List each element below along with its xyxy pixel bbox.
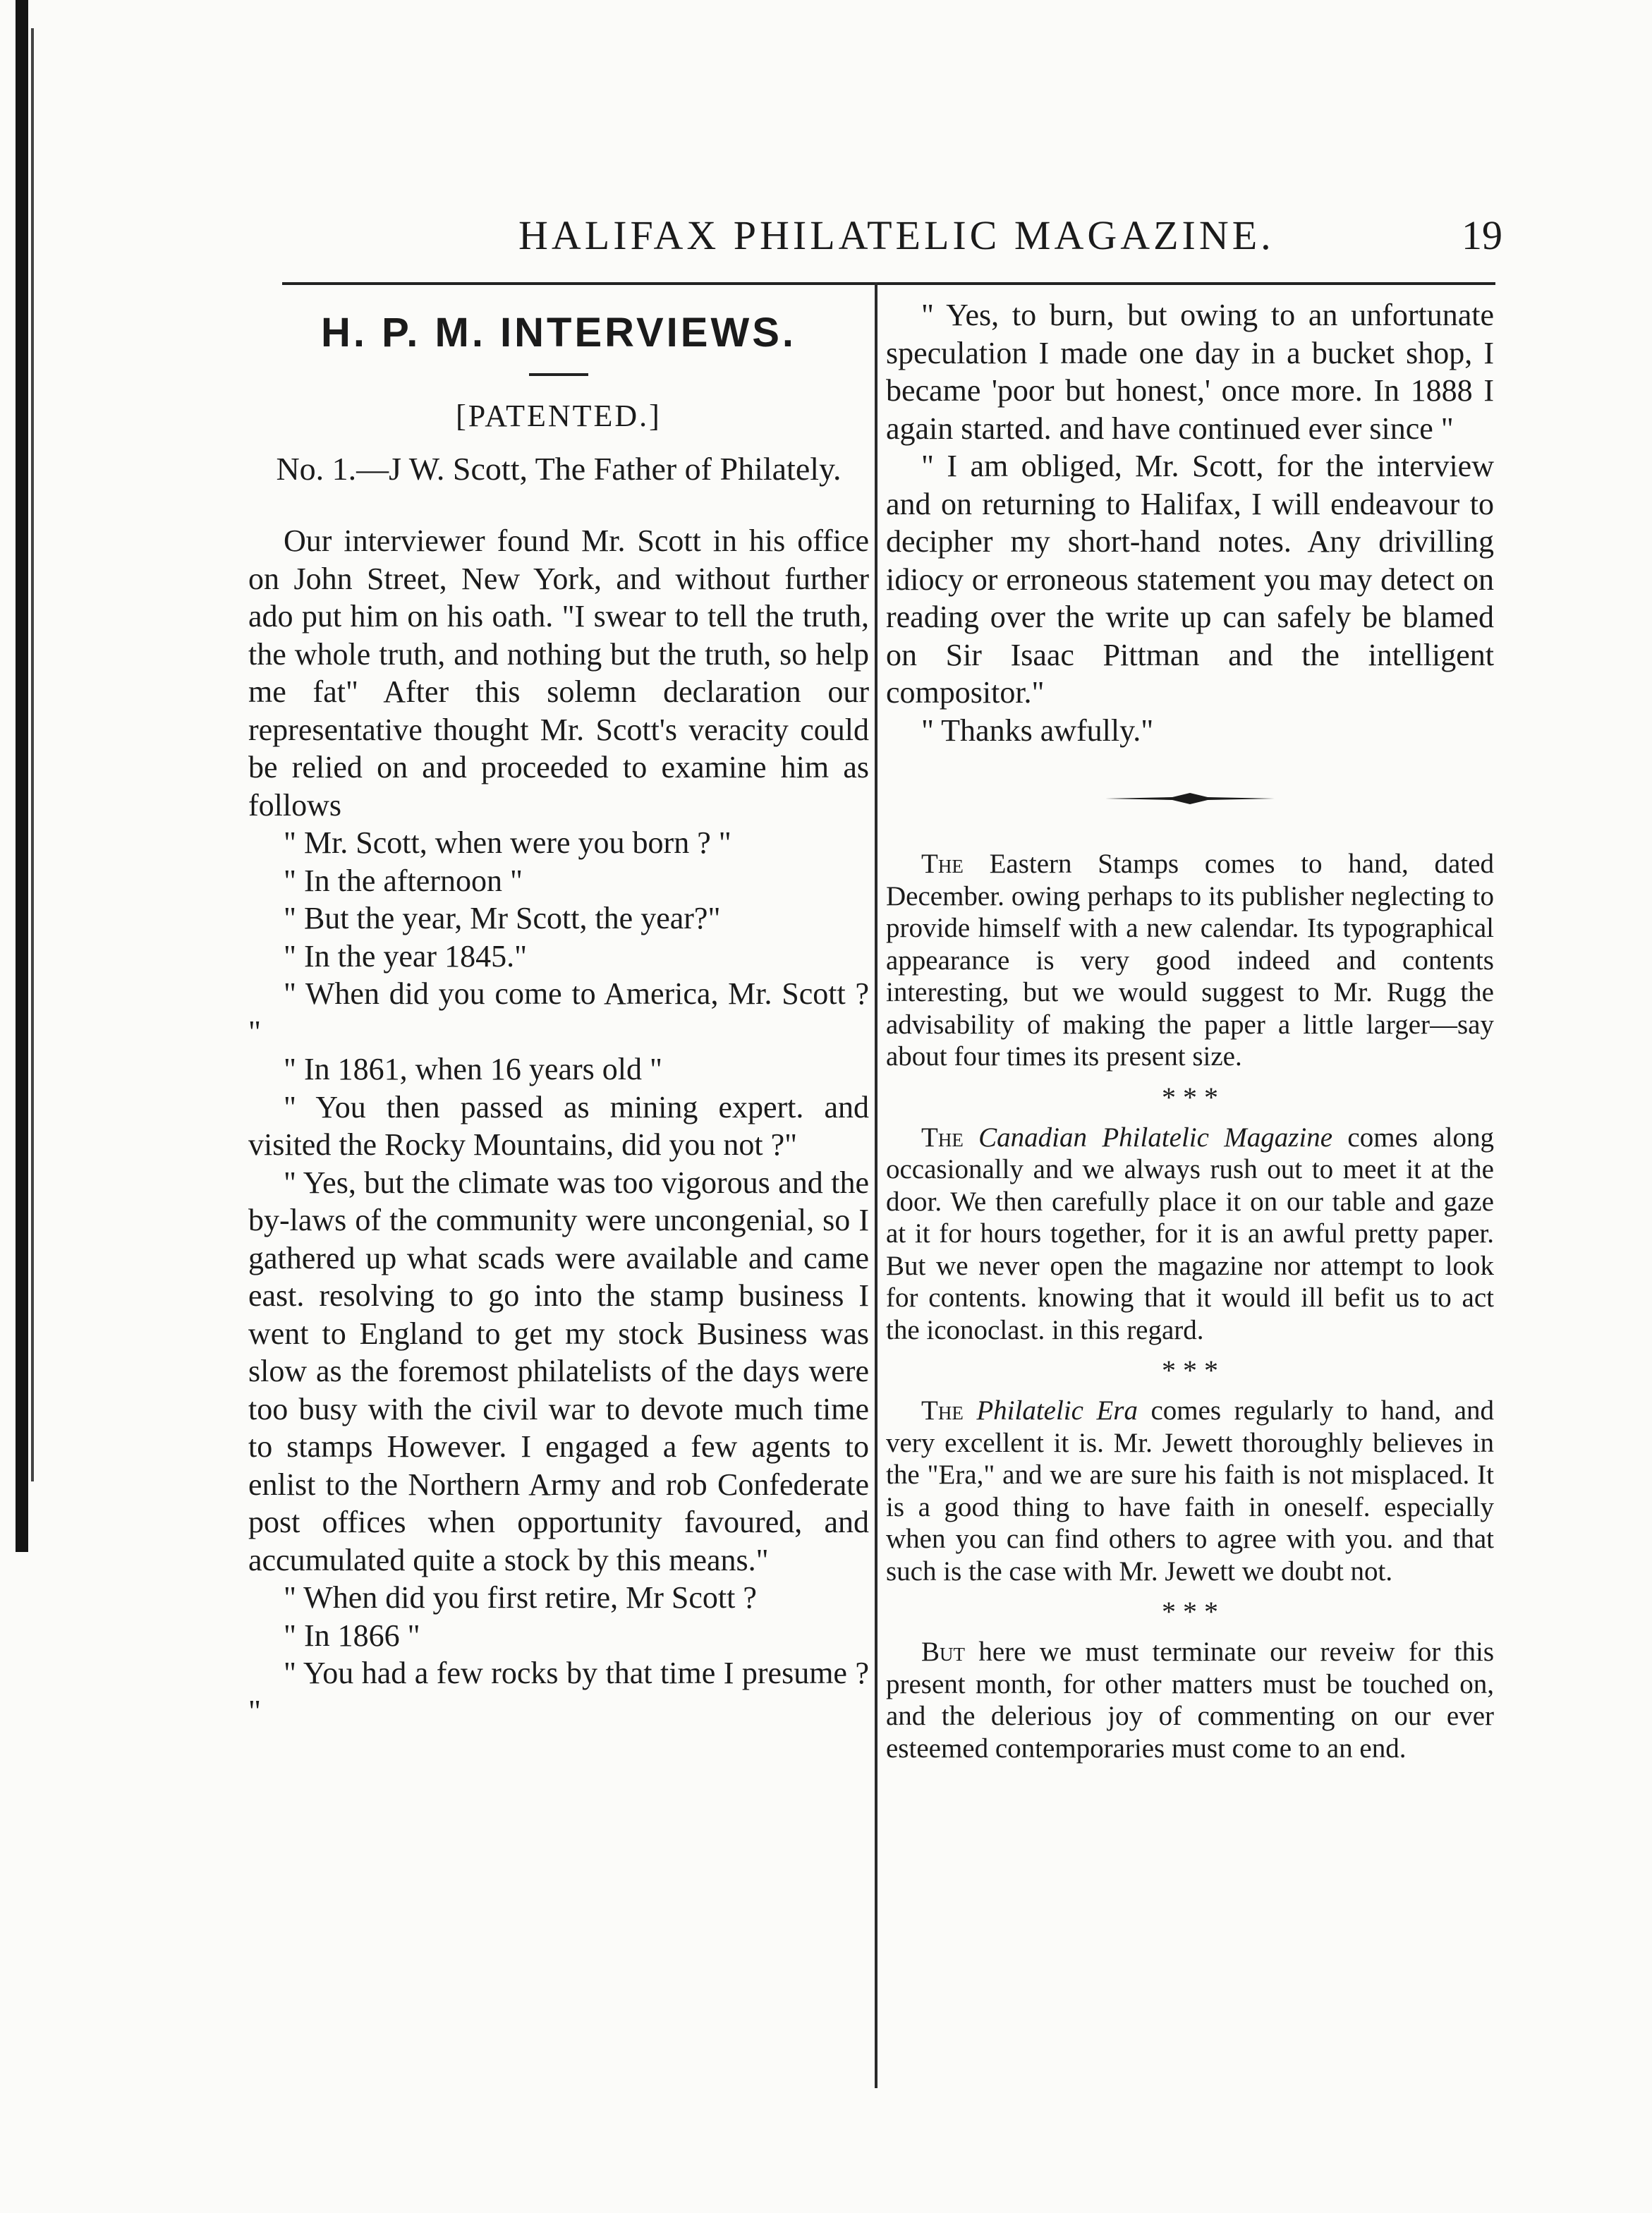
section-stars: * * *	[1162, 1081, 1218, 1113]
interview-paragraph: " You had a few rocks by that time I presume ? "	[248, 1656, 869, 1728]
patented-label: [PATENTED.]	[456, 398, 662, 433]
header-rule	[282, 282, 1495, 285]
interview-paragraph: " Mr. Scott, when were you born ? "	[284, 825, 731, 860]
review-lead: But	[921, 1637, 966, 1667]
section-stars: * * *	[1162, 1596, 1218, 1627]
interview-paragraph: " Yes, but the climate was too vigorous and the by-laws of the community were uncongenial, so I gathered up what scads were available and came east. resolving to go into the stamp business I went to England to get my stock Business was slow as the foremost philatelists of the days were too busy with the civil war to devote much time to stamps However. I engaged a few agents to enlist to the Northern Army and rob Confederate post offices when opportunity favoured, and accumulated quite a stock by this means."	[248, 1165, 869, 1577]
interview-paragraph: " In the afternoon "	[284, 863, 523, 898]
interview-paragraph: " When did you come to America, Mr. Scott ? "	[248, 976, 869, 1049]
review-body: Eastern Stamps comes to hand, dated December. owing perhaps to its publisher neglecting to provide himself with a new calendar. Its typographical appearance is very good indeed and contents interesting, but we would suggest to Mr. Rugg the advisability of making the paper a little larger—say about four times its present size.	[886, 849, 1494, 1072]
left-column	[248, 296, 869, 1730]
review-lead: The	[921, 849, 964, 879]
interview-paragraph: " You then passed as mining expert. and visited the Rocky Mountains, did you not ?"	[248, 1089, 869, 1162]
review-canadian	[886, 1122, 1494, 1347]
review-body: comes along occasionally and we always rush out to meet it at the door. We then carefully place it on our table and gaze at it for hours together, for it is an awful pretty paper. But we never open the magazine nor attempt to look for contents. knowing that it would ill befit us to act the iconoclast. in this regard.	[886, 1122, 1495, 1345]
binding-edge	[16, 0, 28, 1552]
binding-line	[31, 28, 34, 1481]
interview-paragraph: " When did you first retire, Mr Scott ?	[284, 1580, 757, 1615]
page-header	[254, 212, 1502, 275]
running-head: HALIFAX PHILATELIC MAGAZINE.	[518, 212, 1275, 258]
heading-rule	[529, 373, 588, 376]
interview-subject: No. 1.—J W. Scott, The Father of Philately.	[276, 451, 842, 487]
interview-paragraph: " In the year 1845."	[284, 938, 528, 974]
interview-paragraph: Our interviewer found Mr. Scott in his office on John Street, New York, and without further ado put him on his oath. "I swear to tell the truth, the whole truth, and nothing but the truth, so help me fat" After this solemn declaration our representative thought Mr. Scott's veracity could be relied on and proceeded to examine him as follows	[248, 523, 869, 823]
interview-paragraph: " Yes, to burn, but owing to an unfortunate speculation I made one day in a bucket shop, I became 'poor but honest,' once more. In 1888 I again started. and have continued ever since "	[886, 298, 1494, 446]
review-title: Philatelic Era	[976, 1395, 1138, 1426]
review-era	[886, 1395, 1494, 1587]
review-body: comes regularly to hand, and very excellent it is. Mr. Jewett thoroughly believes in the "Era," and we are sure his faith is not misplaced. It is a good thing to have faith in oneself. especially when you can find others to agree with you. and that such is the case with Mr. Jewett we doubt not.	[886, 1395, 1495, 1587]
interview-heading: H. P. M. INTERVIEWS.	[320, 310, 797, 356]
review-title: Canadian Philatelic Magazine	[978, 1122, 1333, 1153]
interview-paragraph: " I am obliged, Mr. Scott, for the interview and on returning to Halifax, I will endeavour to decipher my short-hand notes. Any drivilling idiocy or erroneous statement you may detect on reading over the write up can safely be blamed on Sir Isaac Pittman and the intelligent compositor."	[886, 449, 1494, 710]
page-number: 19	[1462, 212, 1502, 258]
review-body: here we must terminate our reveiw for this present month, for other matters must be touched on, and the delerious joy of commenting on our ever esteemed contemporaries must come to an end.	[886, 1637, 1494, 1764]
review-closing	[886, 1636, 1494, 1764]
section-stars: * * *	[1162, 1354, 1218, 1386]
review-lead: The	[921, 1395, 964, 1426]
right-column	[886, 296, 1494, 1764]
dash-ornament	[1105, 792, 1275, 806]
interview-paragraph: " In 1861, when 16 years old "	[284, 1052, 662, 1086]
review-eastern-stamps	[886, 848, 1494, 1073]
interview-paragraph: " Thanks awfully."	[921, 713, 1154, 748]
interview-paragraph: " In 1866 "	[284, 1618, 420, 1653]
interview-paragraph: " But the year, Mr Scott, the year?"	[284, 901, 721, 935]
column-divider	[875, 282, 877, 2088]
review-lead: The	[921, 1122, 964, 1153]
